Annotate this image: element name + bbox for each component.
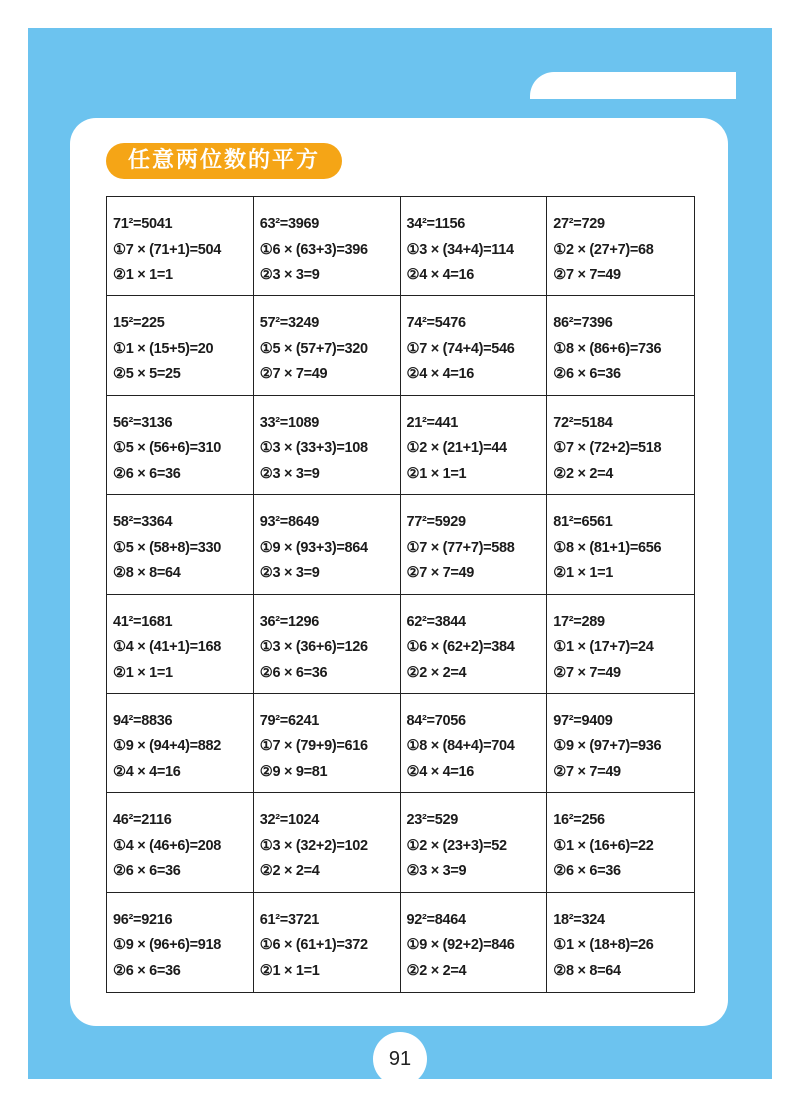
grid-cell: [107, 793, 254, 892]
square-result: 17²=289: [553, 613, 605, 630]
step-one: ①6 × (62+2)=384: [406, 639, 515, 655]
step-one: ①9 × (94+4)=882: [113, 738, 222, 755]
step-two: ②6 × 6=36: [553, 863, 621, 880]
grid-cell: [547, 197, 694, 296]
step-two: ②9 × 9=81: [259, 763, 328, 780]
step-one: ①5 × (58+8)=330: [113, 539, 222, 556]
square-result: 79²=6241: [259, 712, 320, 729]
square-result: 27²=729: [553, 216, 605, 232]
square-result: 32²=1024: [259, 812, 320, 829]
step-one: ①3 × (36+6)=126: [259, 639, 368, 655]
grid-cell: [401, 296, 548, 395]
square-result: 86²=7396: [553, 315, 613, 332]
grid-cell: [547, 595, 694, 694]
grid-cell: [401, 197, 548, 296]
step-two: ②7 × 7=49: [553, 763, 621, 780]
step-two: ②4 × 4=16: [406, 763, 475, 780]
square-result: 34²=1156: [406, 216, 465, 232]
square-result: 81²=6561: [553, 514, 613, 531]
grid-cell: [107, 396, 254, 495]
step-one: ①8 × (84+4)=704: [406, 738, 515, 755]
square-result: 16²=256: [553, 812, 605, 829]
grid-cell: [254, 296, 401, 395]
grid-cell: [401, 396, 548, 495]
grid-cell: [107, 296, 254, 395]
step-two: ②7 × 7=49: [259, 366, 328, 383]
grid-cell: [401, 893, 548, 992]
step-two: ②3 × 3=9: [259, 465, 320, 482]
step-two: ②1 × 1=1: [113, 267, 173, 283]
square-result: 93²=8649: [259, 514, 320, 531]
square-result: 46²=2116: [113, 812, 172, 829]
step-two: ②8 × 8=64: [553, 962, 621, 979]
square-result: 97²=9409: [553, 712, 613, 729]
grid-cell: [401, 495, 548, 594]
step-one: ①7 × (77+7)=588: [406, 539, 515, 556]
grid-cell: [547, 893, 694, 992]
corner-tab: [530, 72, 736, 99]
step-two: ②1 × 1=1: [406, 465, 467, 482]
grid-cell: [401, 694, 548, 793]
grid-cell: [254, 495, 401, 594]
step-two: ②7 × 7=49: [406, 565, 475, 582]
step-two: ②4 × 4=16: [406, 267, 475, 283]
square-result: 15²=225: [113, 315, 165, 332]
step-two: ②4 × 4=16: [406, 366, 475, 383]
step-one: ①6 × (63+3)=396: [259, 241, 368, 258]
step-one: ①9 × (97+7)=936: [553, 738, 662, 755]
content-card: [70, 118, 728, 1026]
step-one: ①4 × (46+6)=208: [113, 837, 222, 854]
step-one: ①3 × (33+3)=108: [259, 440, 368, 457]
square-result: 36²=1296: [259, 613, 320, 630]
step-one: ①9 × (92+2)=846: [406, 937, 515, 954]
grid-cell: [547, 396, 694, 495]
square-result: 74²=5476: [406, 315, 466, 332]
square-result: 92²=8464: [406, 911, 466, 928]
step-two: ②3 × 3=9: [259, 267, 320, 283]
step-one: ①5 × (56+6)=310: [113, 440, 222, 457]
step-two: ②3 × 3=9: [259, 565, 320, 582]
step-one: ①7 × (79+9)=616: [259, 738, 368, 755]
square-result: 72²=5184: [553, 414, 613, 431]
grid-cell: [254, 197, 401, 296]
step-two: ②6 × 6=36: [113, 465, 181, 482]
square-result: 96²=9216: [113, 911, 173, 928]
step-one: ①6 × (61+1)=372: [259, 937, 368, 954]
grid-cell: [254, 694, 401, 793]
step-two: ②3 × 3=9: [406, 863, 467, 880]
step-one: ①9 × (93+3)=864: [259, 539, 368, 556]
grid-cell: [547, 694, 694, 793]
step-one: ①3 × (32+2)=102: [259, 837, 368, 854]
step-one: ①2 × (21+1)=44: [406, 440, 507, 457]
square-result: 63²=3969: [259, 216, 320, 232]
step-two: ②1 × 1=1: [259, 962, 320, 979]
step-two: ②5 × 5=25: [113, 366, 181, 383]
step-one: ①4 × (41+1)=168: [113, 639, 222, 655]
step-one: ①1 × (17+7)=24: [553, 639, 654, 655]
square-result: 56²=3136: [113, 414, 173, 431]
grid-cell: [401, 793, 548, 892]
grid-cell: [107, 893, 254, 992]
step-one: ①2 × (27+7)=68: [553, 241, 654, 258]
step-one: ①7 × (71+1)=504: [113, 241, 222, 258]
step-two: ②1 × 1=1: [553, 565, 614, 582]
square-result: 84²=7056: [406, 712, 466, 729]
step-one: ①1 × (18+8)=26: [553, 937, 654, 954]
grid-cell: [254, 396, 401, 495]
square-result: 33²=1089: [259, 414, 320, 431]
square-result: 23²=529: [406, 812, 459, 829]
step-two: ②6 × 6=36: [259, 664, 328, 681]
step-one: ①3 × (34+4)=114: [406, 241, 514, 258]
step-one: ①8 × (86+6)=736: [553, 340, 662, 357]
grid-cell: [254, 595, 401, 694]
step-one: ①7 × (72+2)=518: [553, 440, 662, 457]
square-result: 21²=441: [406, 414, 459, 431]
grid-cell: [107, 595, 254, 694]
step-one: ①1 × (15+5)=20: [113, 340, 214, 357]
step-one: ①2 × (23+3)=52: [406, 837, 507, 854]
square-result: 71²=5041: [113, 216, 173, 232]
grid-cell: [401, 595, 548, 694]
square-result: 57²=3249: [259, 315, 320, 332]
step-two: ②2 × 2=4: [406, 962, 467, 979]
grid-cell: [107, 694, 254, 793]
grid-cell: [547, 793, 694, 892]
square-result: 94²=8836: [113, 712, 173, 729]
square-result: 58²=3364: [113, 514, 173, 531]
grid-cell: [547, 495, 694, 594]
section-title: 任意两位数的平方: [106, 143, 342, 179]
step-two: ②7 × 7=49: [553, 664, 621, 681]
square-result: 62²=3844: [406, 613, 466, 630]
grid-cell: [107, 197, 254, 296]
exercise-grid: [106, 196, 695, 993]
grid-cell: [254, 793, 401, 892]
step-one: ①1 × (16+6)=22: [553, 837, 654, 854]
step-two: ②4 × 4=16: [113, 763, 181, 780]
square-result: 77²=5929: [406, 514, 466, 531]
step-one: ①9 × (96+6)=918: [113, 937, 222, 954]
step-two: ②7 × 7=49: [553, 267, 621, 283]
step-two: ②6 × 6=36: [113, 863, 181, 880]
step-two: ②2 × 2=4: [553, 465, 614, 482]
grid-cell: [107, 495, 254, 594]
step-two: ②2 × 2=4: [406, 664, 467, 681]
step-two: ②8 × 8=64: [113, 565, 181, 582]
step-two: ②6 × 6=36: [113, 962, 181, 979]
step-two: ②6 × 6=36: [553, 366, 621, 383]
square-result: 18²=324: [553, 911, 605, 928]
step-one: ①5 × (57+7)=320: [259, 340, 368, 357]
grid-cell: [254, 893, 401, 992]
step-one: ①7 × (74+4)=546: [406, 340, 515, 357]
square-result: 41²=1681: [113, 613, 173, 630]
step-two: ②2 × 2=4: [259, 863, 320, 880]
grid-cell: [547, 296, 694, 395]
square-result: 61²=3721: [259, 911, 320, 928]
step-one: ①8 × (81+1)=656: [553, 539, 662, 556]
step-two: ②1 × 1=1: [113, 664, 173, 681]
page-number: 91: [373, 1032, 427, 1086]
